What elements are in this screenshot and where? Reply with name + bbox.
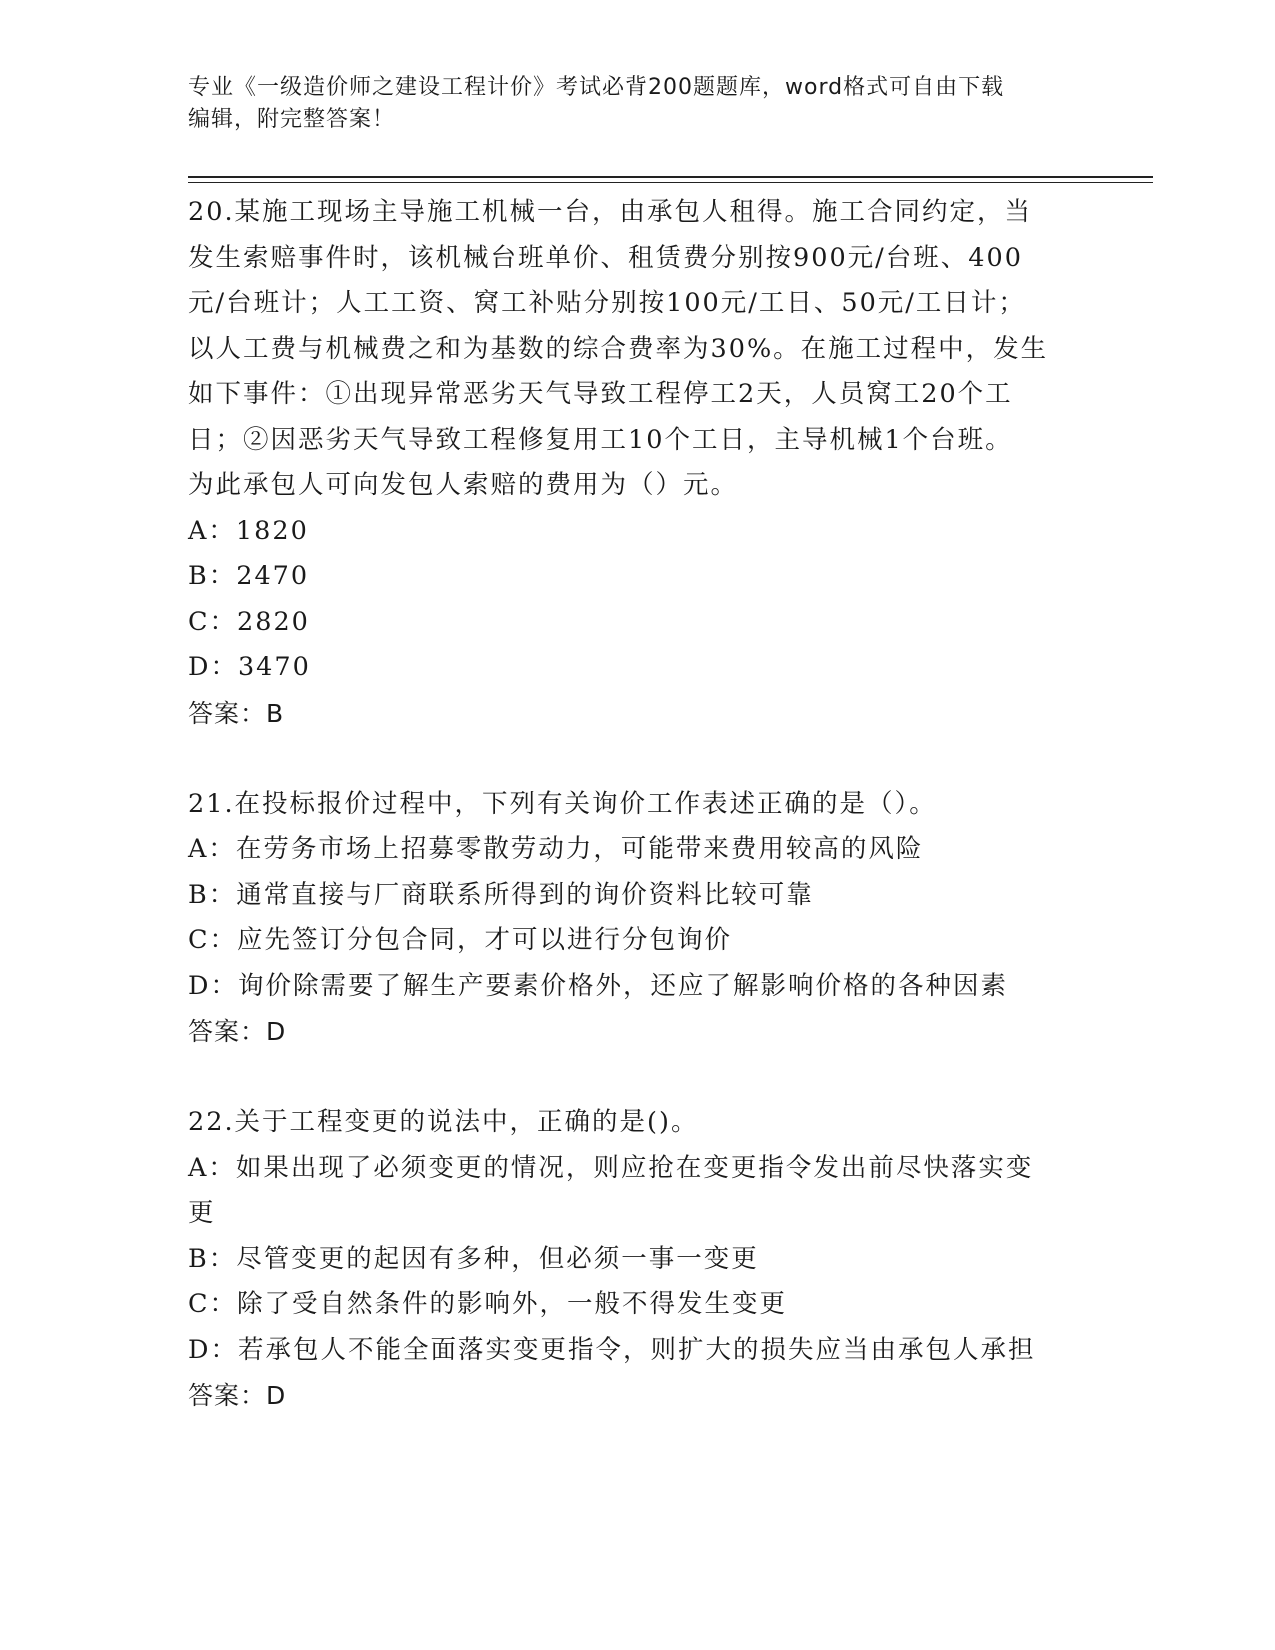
option-d: D：询价除需要了解生产要素价格外，还应了解影响价格的各种因素: [188, 970, 1008, 1001]
question-stem-line: 22.关于工程变更的说法中，正确的是()。: [188, 1107, 699, 1137]
answer-label: 答案：D: [188, 1381, 287, 1410]
header-divider-thin: [188, 182, 1153, 183]
answer-label: 答案：D: [188, 1017, 287, 1046]
header-line-2: 编辑，附完整答案！: [188, 107, 396, 132]
question-stem-line: 元/台班计；人工工资、窝工补贴分别按100元/工日、50元/工日计；: [188, 288, 1026, 318]
option-b: B：通常直接与厂商联系所得到的询价资料比较可靠: [188, 879, 814, 910]
question-spacer: [188, 1055, 1088, 1101]
option-b: B：尽管变更的起因有多种，但必须一事一变更: [188, 1243, 759, 1274]
option-d: D：若承包人不能全面落实变更指令，则扩大的损失应当由承包人承担: [188, 1334, 1036, 1365]
question-stem-line: 日；②因恶劣天气导致工程修复用工10个工日，主导机械1个台班。: [188, 424, 1013, 455]
answer-label: 答案：B: [188, 698, 285, 728]
header-line-1: 专业《一级造价师之建设工程计价》考试必背200题题库，word格式可自由下载: [188, 75, 1005, 100]
option-a-continued: 更: [188, 1198, 216, 1228]
question-stem-line: 为此承包人可向发包人索赔的费用为（）元。: [188, 470, 739, 500]
question-list: [188, 190, 1088, 1419]
option-a: A：如果出现了必须变更的情况，则应抢在变更指令发出前尽快落实变: [188, 1152, 1034, 1183]
option-c: C：应先签订分包合同，才可以进行分包询价: [188, 925, 733, 955]
question-stem-line: 21.在投标报价过程中，下列有关询价工作表述正确的是（）。: [188, 788, 937, 819]
header-divider-thick: [188, 176, 1153, 178]
option-d: D：3470: [188, 652, 311, 682]
question-21: [188, 782, 1088, 1055]
question-20: [188, 190, 1088, 736]
question-stem-line: 如下事件：①出现异常恶劣天气导致工程停工2天，人员窝工20个工: [188, 379, 1013, 409]
question-22: [188, 1100, 1088, 1419]
option-a: A：在劳务市场上招募零散劳动力，可能带来费用较高的风险: [188, 834, 924, 864]
option-b: B：2470: [188, 561, 310, 591]
question-stem-line: 20.某施工现场主导施工机械一台，由承包人租得。施工合同约定，当: [188, 197, 1033, 227]
option-c: C：除了受自然条件的影响外，一般不得发生变更: [188, 1289, 788, 1319]
document-header: [188, 72, 1068, 136]
question-spacer: [188, 736, 1088, 782]
question-stem-line: 以人工费与机械费之和为基数的综合费率为30%。在施工过程中，发生: [188, 333, 1049, 364]
question-stem-line: 发生索赔事件时，该机械台班单价、租赁费分别按900元/台班、400: [188, 242, 1023, 273]
option-a: A：1820: [188, 515, 309, 546]
option-c: C：2820: [188, 606, 310, 637]
